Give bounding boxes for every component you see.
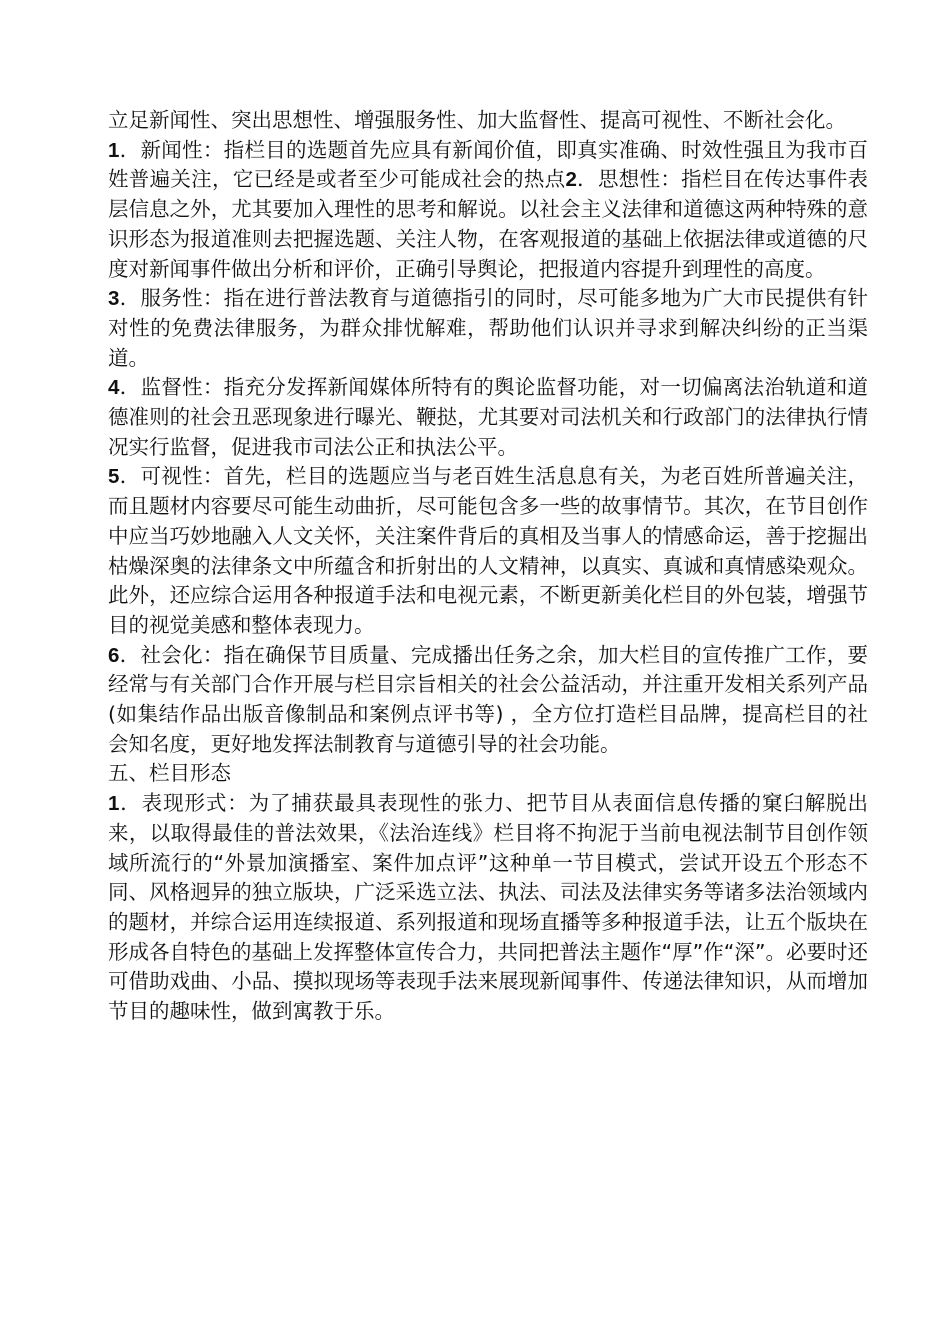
paragraph-item-4 — [108, 373, 868, 462]
paragraph-item-5 — [108, 462, 868, 640]
item-number: 6 — [108, 643, 120, 667]
paragraph-text: ．思想性：指栏目在传达事件表层信息之外，尤其要加入理性的思考和解说。以社会主义法律和道德这两种特殊的意识形态为报道准则去把握选题、关注人物，在客观报道的基础上依据法律或道德的尺度对新闻事件做出分析和评价，正确引导舆论，把报道内容提升到理性的高度。 — [108, 167, 869, 281]
paragraph-text: ．可视性：首先，栏目的选题应当与老百姓生活息息有关，为老百姓所普遍关注，而且题材内容要尽可能生动曲折，尽可能包含多一些的故事情节。其次，在节目创作中应当巧妙地融入人文关怀，关注案件背后的真相及当事人的情感命运，善于挖掘出枯燥深奥的法律条文中所蕴含和折射出的人文精神，以真实、真诚和真情感染观众。此外，还应综合运用各种报道手法和电视元素，不断更新美化栏目的外包装，增强节目的视觉美感和整体表现力。 — [108, 464, 868, 637]
paragraph-form-1 — [108, 789, 868, 1027]
paragraph-text: ．社会化：指在确保节目质量、完成播出任务之余，加大栏目的宣传推广工作，要经常与有关部门合作开展与栏目宗旨相关的社会公益活动，并注重开发相关系列产品 (如集结作品出版音像制品和案例点评书等) ，全方位打造栏目品牌，提高栏目的社会知名度，更好地发挥法制教育与道德引导的社会功能。 — [108, 642, 868, 756]
document-body — [108, 106, 868, 1027]
heading-text: 五、栏目形态 — [108, 761, 231, 786]
paragraph-item-6 — [108, 641, 868, 760]
item-number: 4 — [108, 376, 120, 400]
paragraph-text: 立足新闻性、突出思想性、增强服务性、加大监督性、提高可视性、不断社会化。 — [108, 108, 846, 132]
section-heading — [108, 759, 868, 789]
paragraph-text: ．服务性：指在进行普法教育与道德指引的同时，尽可能多地为广大市民提供有针对性的免费法律服务，为群众排忧解难，帮助他们认识并寻求到解决纠纷的正当渠道。 — [108, 286, 868, 370]
item-number: 1 — [108, 138, 120, 162]
item-number: 2 — [565, 168, 577, 192]
item-number: 1 — [108, 792, 120, 816]
paragraph-item-3 — [108, 284, 868, 373]
item-number: 5 — [108, 465, 120, 489]
paragraph-text: ．新闻性：指栏目的选题首先应具有新闻价值，即真实准确、时效性强且为我市百姓普遍关注，它已经是或者至少可能成社会的热点 — [108, 137, 868, 192]
paragraph-intro — [108, 106, 868, 136]
paragraph-item-1-2 — [108, 136, 868, 285]
paragraph-text: ．监督性：指充分发挥新闻媒体所特有的舆论监督功能，对一切偏离法治轨道和道德准则的社会丑恶现象进行曝光、鞭挞，尤其要对司法机关和行政部门的法律执行情况实行监督，促进我市司法公正和执法公平。 — [108, 375, 868, 459]
item-number: 3 — [108, 287, 120, 311]
paragraph-text: ．表现形式：为了捕获最具表现性的张力、把节目从表面信息传播的窠臼解脱出来，以取得最佳的普法效果，《法治连线》栏目将不拘泥于当前电视法制节目创作领域所流行的“外景加演播室、案件加点评”这种单一节目模式，尝试开设五个形态不同、风格迥异的独立版块，广泛采选立法、执法、司法及法律实务等诸多法治领域内的题材，并综合运用连续报道、系列报道和现场直播等多种报道手法，让五个版块在形成各自特色的基础上发挥整体宣传合力，共同把普法主题作“厚”作“深”。必要时还可借助戏曲、小品、摸拟现场等表现手法来展现新闻事件、传递法律知识，从而增加节目的趣味性，做到寓教于乐。 — [108, 791, 868, 1024]
